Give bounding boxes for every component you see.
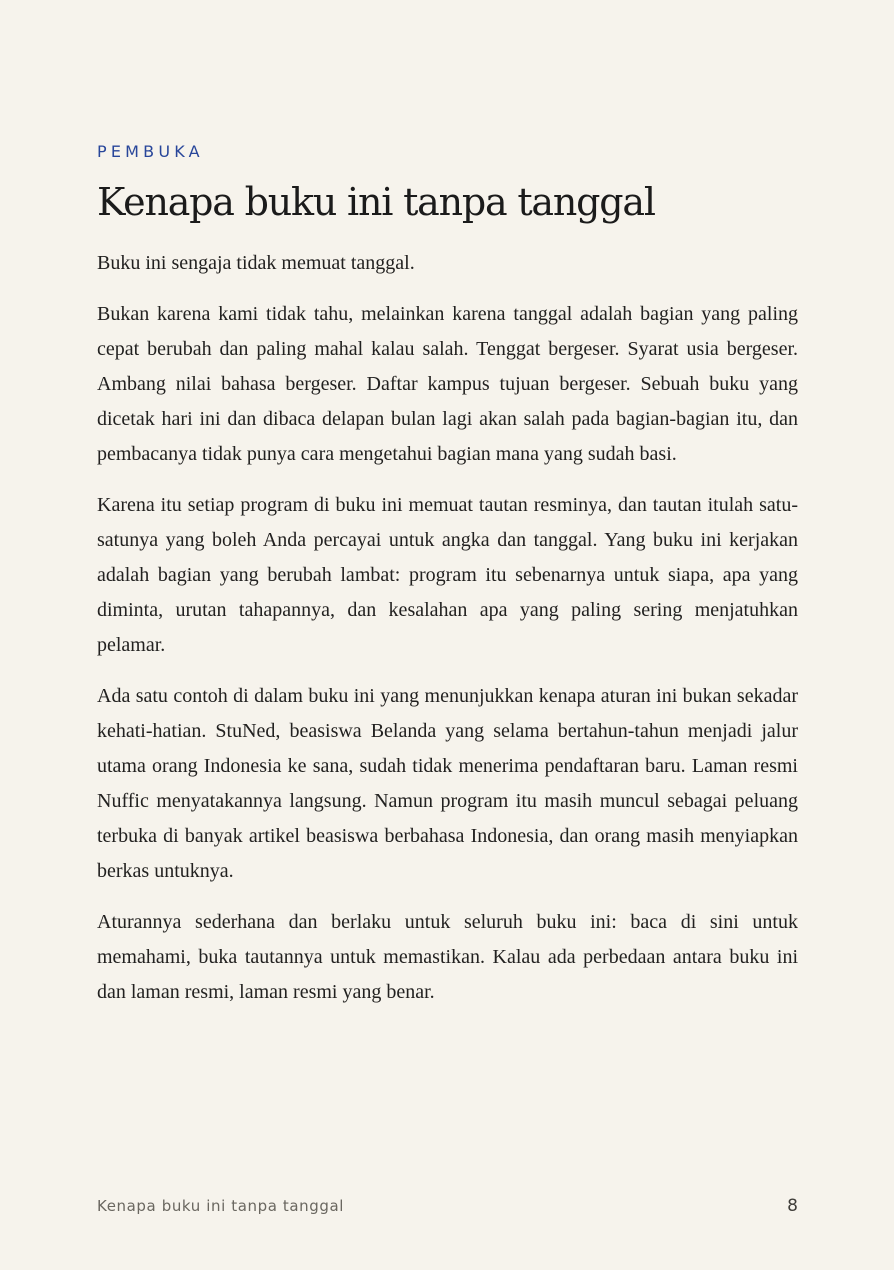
- running-title: Kenapa buku ini tanpa tanggal: [97, 1197, 345, 1215]
- paragraph-1: Buku ini sengaja tidak memuat tanggal.: [97, 252, 415, 274]
- chapter-body: [97, 246, 798, 1010]
- paragraph-2: Bukan karena kami tidak tahu, melainkan karena tanggal adalah bagian yang paling cepat berubah dan paling mahal kalau salah. Tenggat bergeser. Syarat usia bergeser. Ambang nilai bahasa bergeser. Daftar kampus tujuan bergeser. Sebuah buku yang dicetak hari ini dan dibaca delapan bulan lagi akan salah pada bagian-bagian itu, dan pembacanya tidak punya cara mengetahui bagian mana yang sudah basi.: [97, 303, 798, 465]
- page-number: 8: [787, 1196, 798, 1216]
- paragraph-5: Aturannya sederhana dan berlaku untuk seluruh buku ini: baca di sini untuk memahami, buka tautannya untuk memastikan. Kalau ada perbedaan antara buku ini dan laman resmi, laman resmi yang benar.: [97, 911, 798, 1003]
- chapter-eyebrow: PEMBUKA: [97, 142, 204, 161]
- page-footer: [97, 1196, 798, 1216]
- paragraph-4: Ada satu contoh di dalam buku ini yang menunjukkan kenapa aturan ini bukan sekadar kehati-hatian. StuNed, beasiswa Belanda yang selama bertahun-tahun menjadi jalur utama orang Indonesia ke sana, sudah tidak menerima pendaftaran baru. Laman resmi Nuffic menyatakannya langsung. Namun program itu masih muncul sebagai peluang terbuka di banyak artikel beasiswa berbahasa Indonesia, dan orang masih menyiapkan berkas untuknya.: [97, 685, 798, 882]
- chapter-title: Kenapa buku ini tanpa tanggal: [97, 180, 655, 224]
- chapter-page: [97, 140, 798, 1026]
- paragraph-3: Karena itu setiap program di buku ini memuat tautan resminya, dan tautan itulah satu-satunya yang boleh Anda percayai untuk angka dan tanggal. Yang buku ini kerjakan adalah bagian yang berubah lambat: program itu sebenarnya untuk siapa, apa yang diminta, urutan tahapannya, dan kesalahan apa yang paling sering menjatuhkan pelamar.: [97, 494, 798, 656]
